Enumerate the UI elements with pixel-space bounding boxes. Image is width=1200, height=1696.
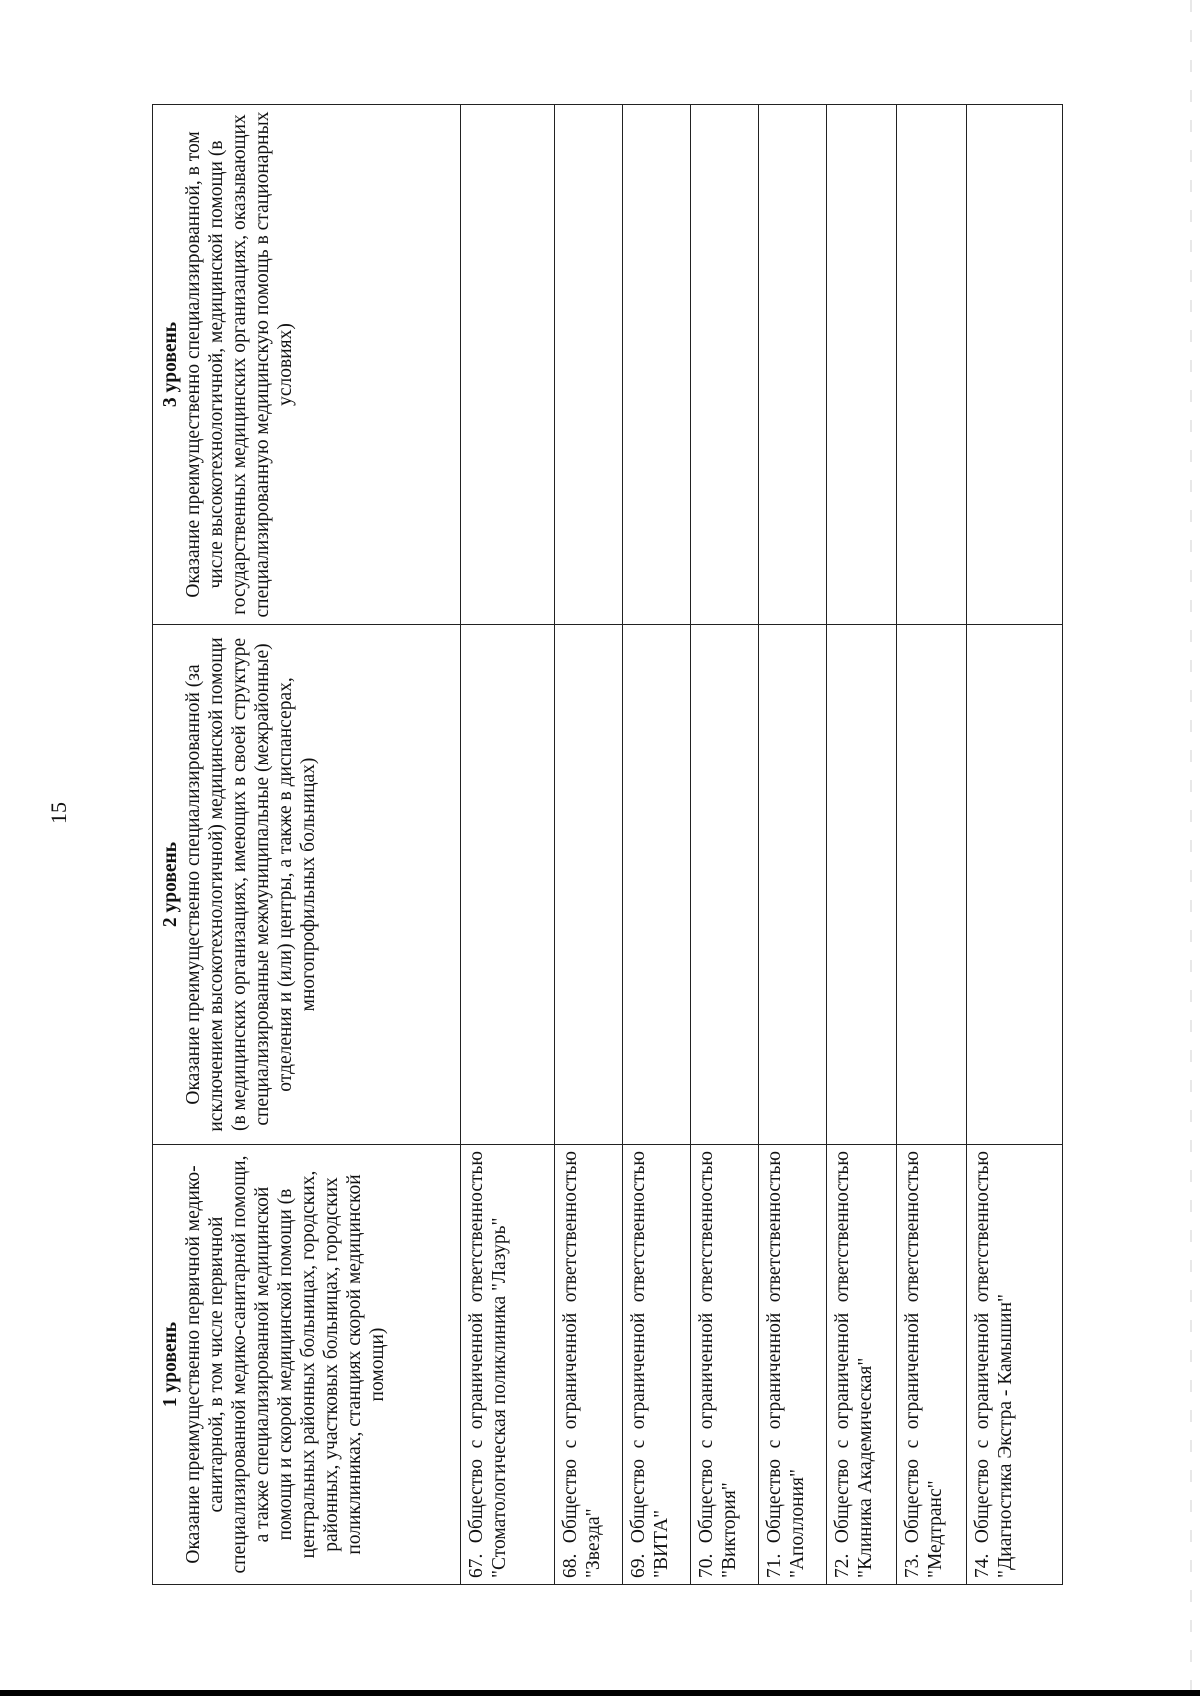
table-row [623, 105, 691, 1585]
table-row [759, 105, 827, 1585]
level-3-cell [623, 105, 691, 625]
level-2-cell [461, 625, 555, 1145]
organization-cell: 74. Общество с ограниченной ответственностью "Диагностика Экстра - Камышин" [967, 1145, 1063, 1585]
scan-bottom-edge [0, 1690, 1200, 1696]
scan-edge-mark [1190, 0, 1192, 1696]
levels-table [152, 104, 1063, 1585]
table-row [897, 105, 967, 1585]
table-row [555, 105, 623, 1585]
level-2-description: Оказание преимущественно специализированной (за исключением высокотехнологичной) медицинской помощи (в медицинских организациях, имеющих в своей структуре специализированные межмуниципальные (межрайонные) отделения и (или) центры, а также в диспансерах, многопрофильных больницах) [183, 637, 319, 1132]
level-2-cell [967, 625, 1063, 1145]
level-3-description: Оказание преимущественно специализированной, в том числе высокотехнологичной, медицинской помощи (в государственных медицинских организациях, оказывающих специализированную медицинскую помощь в стационарных условиях) [183, 111, 296, 618]
levels-table-container [152, 105, 1062, 1585]
level-3-title: 3 уровень [160, 321, 181, 408]
level-2-cell [555, 625, 623, 1145]
organization-cell: 70. Общество с ограниченной ответственностью "Виктория" [691, 1145, 759, 1585]
organization-cell: 68. Общество с ограниченной ответственностью "Звезда" [555, 1145, 623, 1585]
level-3-cell [897, 105, 967, 625]
level-2-cell [759, 625, 827, 1145]
level-3-cell [691, 105, 759, 625]
level-2-cell [691, 625, 759, 1145]
table-row [461, 105, 555, 1585]
table-row [827, 105, 897, 1585]
level-2-cell [623, 625, 691, 1145]
page-number: 15 [46, 802, 71, 824]
level-3-cell [555, 105, 623, 625]
organization-cell: 73. Общество с ограниченной ответственностью "Медтранс" [897, 1145, 967, 1585]
level-3-cell [827, 105, 897, 625]
level-2-header [153, 625, 461, 1145]
level-1-header [153, 1145, 461, 1585]
organization-cell: 72. Общество с ограниченной ответственностью "Клиника Академическая" [827, 1145, 897, 1585]
organization-cell: 71. Общество с ограниченной ответственностью "Аполлония" [759, 1145, 827, 1585]
level-3-cell [759, 105, 827, 625]
level-3-header [153, 105, 461, 625]
organization-cell: 67. Общество с ограниченной ответственностью "Стоматологическая поликлиника "Лазурь" [461, 1145, 555, 1585]
level-3-cell [967, 105, 1063, 625]
level-2-cell [827, 625, 897, 1145]
level-3-cell [461, 105, 555, 625]
organization-cell: 69. Общество с ограниченной ответственностью "ВИТА" [623, 1145, 691, 1585]
level-1-title: 1 уровень [160, 1321, 181, 1408]
level-1-description: Оказание преимущественно первичной медико-санитарной, в том числе первичной специализированной медико-санитарной помощи, а также специализированной медицинской помощи и скорой медицинской помощи (в центральных районных больницах, городских, районных, участковых больницах, городских поликлиниках, станциях скорой медицинской помощи) [183, 1155, 388, 1574]
table-header-row [153, 105, 461, 1585]
table-row [967, 105, 1063, 1585]
table-row [691, 105, 759, 1585]
level-2-cell [897, 625, 967, 1145]
level-2-title: 2 уровень [160, 841, 181, 928]
